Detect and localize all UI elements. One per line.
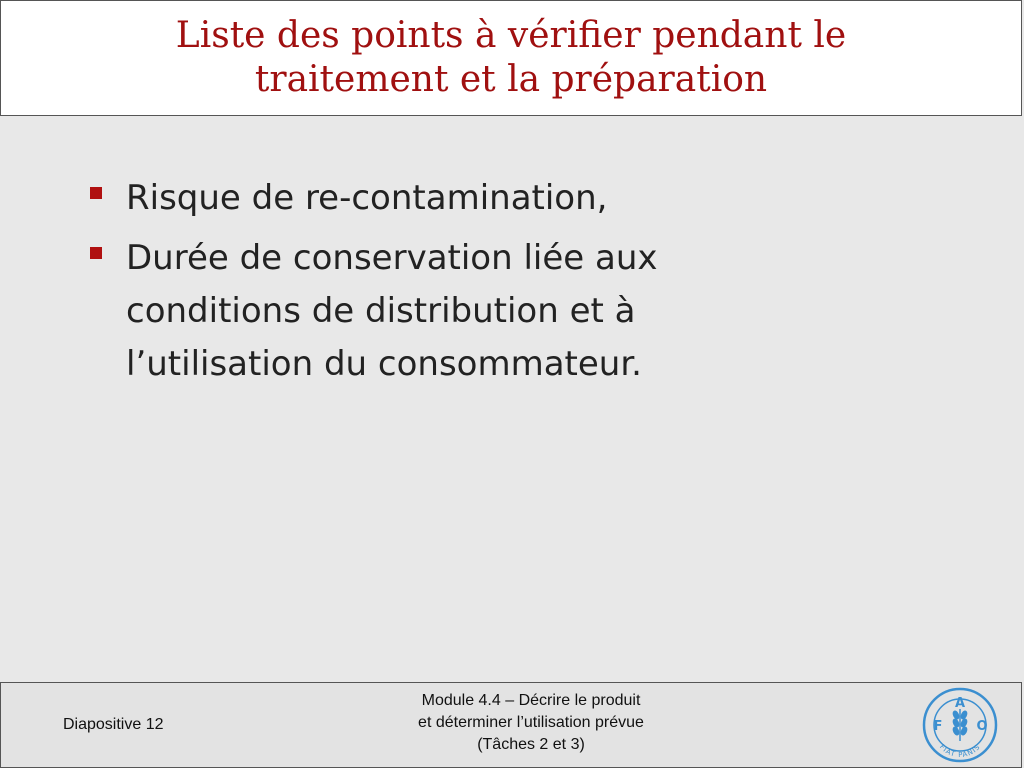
- bullet-item: [88, 232, 808, 391]
- slide-footer: [0, 682, 1022, 768]
- bullet-list: [88, 172, 808, 398]
- bullet-item: [88, 172, 808, 225]
- logo-motto: FIAT PANIS: [937, 742, 983, 760]
- module-caption: [361, 690, 701, 756]
- square-bullet-icon: [90, 187, 102, 199]
- slide-number: Diapositive 12: [63, 716, 164, 733]
- logo-letter-o: O: [976, 719, 988, 734]
- module-caption-line-1: Module 4.4 – Décrire le produit: [421, 692, 641, 709]
- slide-body: [0, 117, 1024, 682]
- module-caption-line-3: (Tâches 2 et 3): [477, 736, 585, 753]
- logo-letter-f: F: [933, 719, 943, 734]
- fao-logo-icon: [922, 687, 998, 763]
- slide-title-line-1: Liste des points à vérifier pendant le: [175, 15, 847, 56]
- logo-letter-a: A: [954, 696, 966, 711]
- square-bullet-icon: [90, 247, 102, 259]
- bullet-text: Durée de conservation liée aux conditions de distribution et à l’utilisation du consommateur.: [126, 238, 658, 384]
- slide-title-line-2: traitement et la préparation: [254, 59, 768, 100]
- module-caption-line-2: et déterminer l’utilisation prévue: [418, 714, 644, 731]
- slide-title: [176, 14, 846, 102]
- bullet-text: Risque de re-contamination,: [126, 178, 608, 218]
- wheat-ear-icon: [952, 709, 967, 741]
- title-box: [0, 0, 1022, 116]
